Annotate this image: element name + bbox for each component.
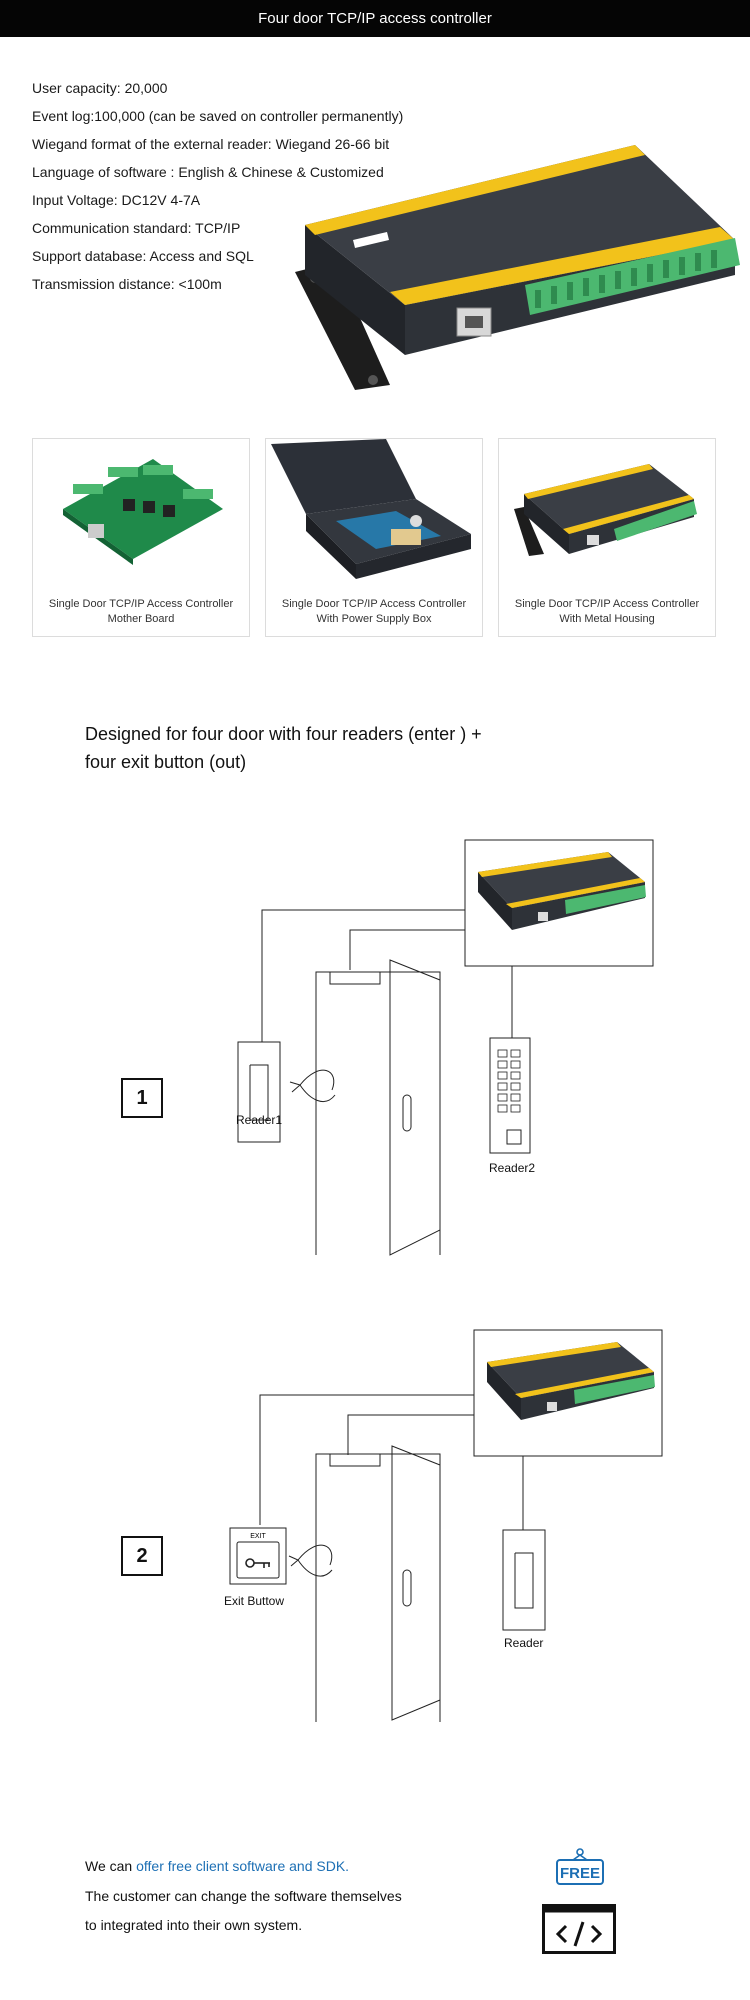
power-supply-box-image <box>266 439 482 589</box>
card-caption <box>33 597 249 627</box>
design-heading: Designed for four door with four readers (enter ) + four exit button (out) <box>85 724 482 772</box>
card-caption-line1: Single Door TCP/IP Access Controller <box>281 598 467 610</box>
reader1-label: Reader1 <box>236 1113 283 1127</box>
software-prefix: We can <box>85 1858 137 1874</box>
free-badge-text: FREE <box>559 1865 601 1882</box>
key-icon <box>246 1559 270 1568</box>
free-tag-icon <box>555 1848 605 1886</box>
software-line-1 <box>85 1858 349 1874</box>
page-title: Four door TCP/IP access controller <box>258 10 492 27</box>
mother-board-image <box>33 439 249 589</box>
spec-item: Wiegand format of the external reader: Wiegand 26-66 bit <box>32 136 390 152</box>
spec-item: User capacity: 20,000 <box>32 80 168 96</box>
code-window-icon <box>542 1904 616 1954</box>
card-caption-line2: With Metal Housing <box>559 613 655 625</box>
spec-item: Input Voltage: DC12V 4-7A <box>32 192 201 208</box>
spec-item: Transmission distance: <100m <box>32 276 222 292</box>
metal-housing-image <box>499 439 715 589</box>
spec-item: Communication standard: TCP/IP <box>32 220 241 236</box>
wiring-diagram-2 <box>0 1320 750 1760</box>
exit-face-text: EXIT <box>250 1533 266 1540</box>
card-metal-housing <box>498 438 716 637</box>
spec-item: Language of software : English & Chinese & Customized <box>32 164 384 180</box>
diagram-2-number: 2 <box>121 1536 163 1576</box>
diagram-1-number: 1 <box>121 1078 163 1118</box>
reader-label: Reader <box>504 1636 544 1650</box>
card-caption-line2: Mother Board <box>107 613 175 625</box>
controller-product-image <box>295 140 745 400</box>
spec-item: Event log:100,000 (can be saved on controller permanently) <box>32 108 404 124</box>
card-caption-line2: With Power Supply Box <box>316 613 432 625</box>
page-header <box>0 0 750 37</box>
software-highlight: offer free client software and SDK. <box>136 1858 350 1874</box>
card-caption <box>266 597 482 627</box>
card-caption-line1: Single Door TCP/IP Access Controller <box>48 598 234 610</box>
wiring-diagram-1 <box>0 830 750 1270</box>
spec-item: Support database: Access and SQL <box>32 248 254 264</box>
exit-button-label: Exit Buttow <box>224 1594 285 1608</box>
software-line-2: The customer can change the software themselves <box>85 1888 402 1904</box>
reader2-label: Reader2 <box>489 1161 536 1175</box>
card-caption <box>499 597 715 627</box>
card-mother-board <box>32 438 250 637</box>
card-power-supply-box <box>265 438 483 637</box>
card-caption-line1: Single Door TCP/IP Access Controller <box>514 598 700 610</box>
software-line-3: to integrated into their own system. <box>85 1917 303 1933</box>
